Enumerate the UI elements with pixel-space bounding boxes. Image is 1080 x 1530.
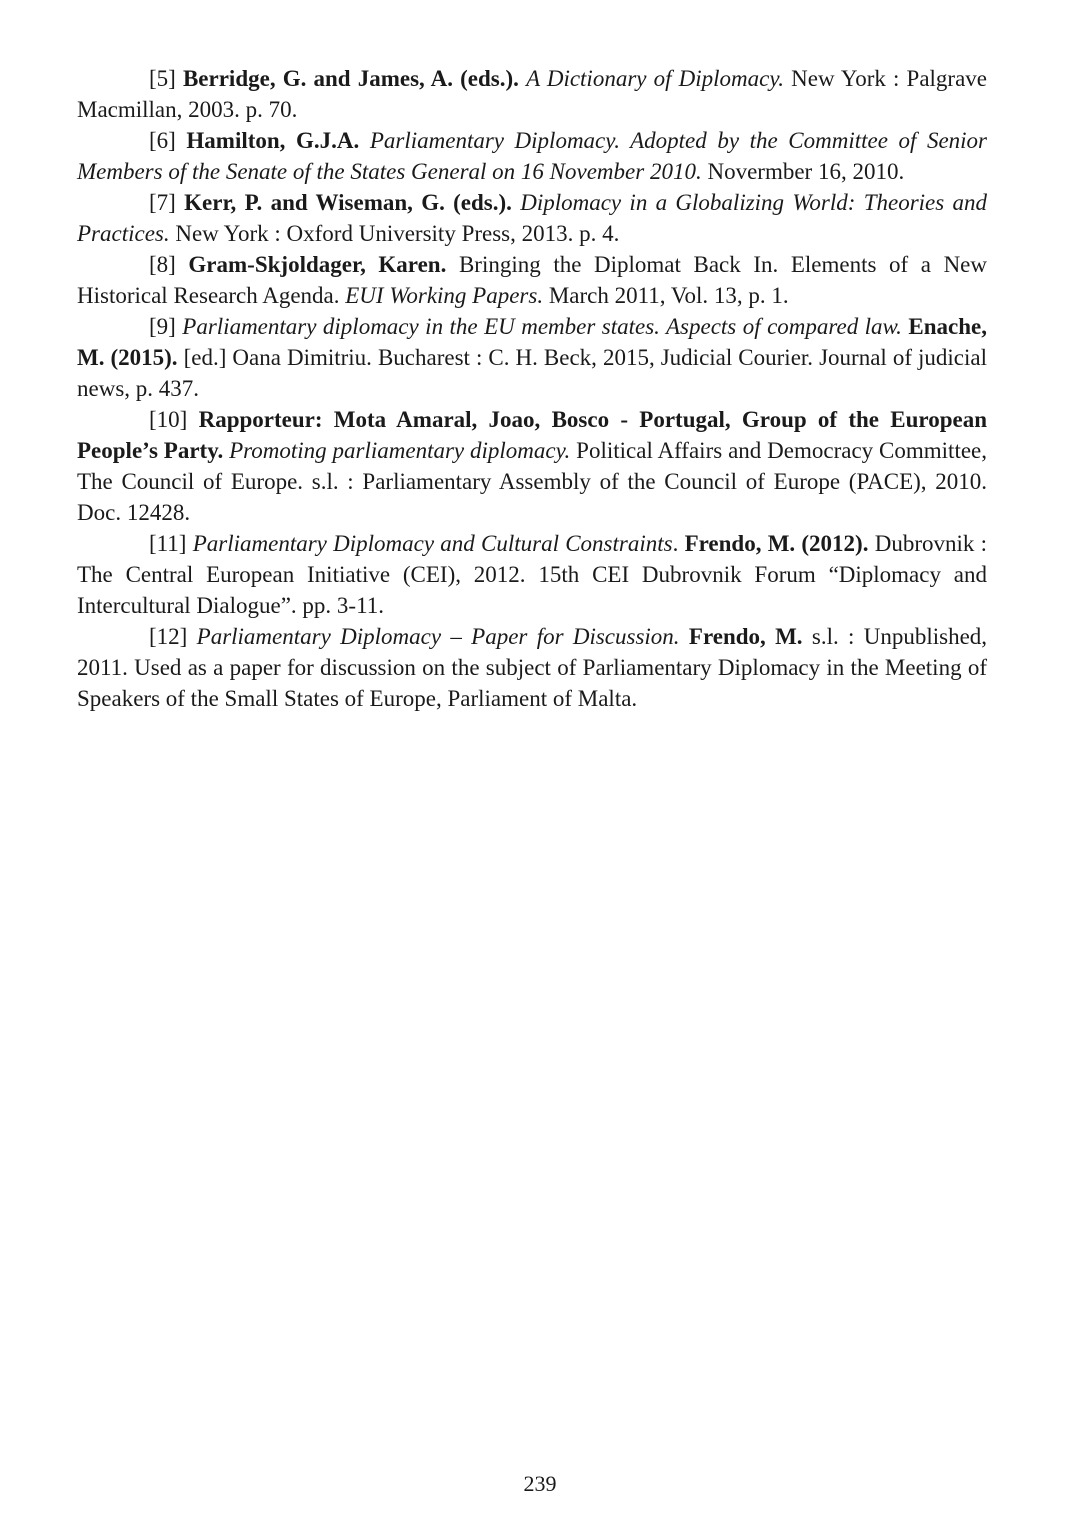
reference-number: [7] xyxy=(149,190,176,215)
reference-number: [10] xyxy=(149,407,188,432)
reference-text: s.l. : Unpublished, 2011. Used as a paper for discussion on the subject of Parliamentary Diplomacy in the Meeting of Speakers of the Small States of Europe, Parliament of Malta. xyxy=(77,624,988,711)
reference-5 xyxy=(77,63,987,125)
reference-number: [6] xyxy=(149,128,176,153)
reference-text: . xyxy=(672,531,685,556)
reference-number: [5] xyxy=(149,66,176,91)
reference-title: Parliamentary Diplomacy – Paper for Discussion. xyxy=(196,624,680,649)
reference-number: [8] xyxy=(149,252,176,277)
reference-number: [12] xyxy=(149,624,188,649)
reference-number: [11] xyxy=(149,531,187,556)
reference-title: Parliamentary Diplomacy and Cultural Constraints xyxy=(192,531,673,556)
reference-text: New York : Palgrave Macmillan, 2003. p. 70. xyxy=(77,66,987,122)
reference-9 xyxy=(77,311,987,404)
reference-10 xyxy=(77,404,987,528)
reference-title: EUI Working Papers. xyxy=(345,283,544,308)
reference-7 xyxy=(77,187,987,249)
reference-text: Novermber 16, 2010. xyxy=(701,159,905,184)
reference-title: A Dictionary of Diplomacy. xyxy=(526,66,785,91)
reference-text: Bringing the Diplomat Back In. Elements of a New Historical Research Agenda. xyxy=(77,252,987,308)
reference-text: Dubrovnik : The Central European Initiative (CEI), 2012. 15th CEI Dubrovnik Forum “Diplomacy and Intercultural Dialogue”. pp. 3-11. xyxy=(77,531,988,618)
reference-8 xyxy=(77,249,987,311)
reference-title: Promoting parliamentary diplomacy. xyxy=(229,438,571,463)
reference-text: New York : Oxford University Press, 2013. p. 4. xyxy=(169,221,620,246)
reference-text xyxy=(680,624,689,649)
reference-text: Political Affairs and Democracy Committee, The Council of Europe. s.l. : Parliamentary Assembly of the Council of Europe (PACE), 2010. Doc. 12428. xyxy=(77,438,987,525)
reference-number: [9] xyxy=(149,314,176,339)
reference-author: Kerr, P. and Wiseman, G. (eds.). xyxy=(184,190,512,215)
reference-title: Diplomacy in a Globalizing World: Theories and Practices. xyxy=(77,190,988,246)
reference-6 xyxy=(77,125,987,187)
reference-author: Frendo, M. (2012). xyxy=(684,531,869,556)
reference-author: Frendo, M. xyxy=(688,624,803,649)
reference-author: Berridge, G. and James, A. (eds.). xyxy=(182,66,519,91)
reference-text: March 2011, Vol. 13, p. 1. xyxy=(543,283,789,308)
reference-title: Parliamentary Diplomacy. Adopted by the Committee of Senior Members of the Senate of the States General on 16 November 2010. xyxy=(77,128,988,184)
reference-text xyxy=(359,128,370,153)
reference-author: Hamilton, G.J.A. xyxy=(186,128,360,153)
reference-11 xyxy=(77,528,987,621)
reference-12 xyxy=(77,621,987,714)
reference-text xyxy=(519,66,526,91)
reference-title: Parliamentary diplomacy in the EU member states. Aspects of compared law. xyxy=(182,314,902,339)
reference-author: Enache, M. (2015). xyxy=(77,314,987,370)
page-number: 239 xyxy=(523,1471,557,1496)
reference-text xyxy=(512,190,520,215)
references-list xyxy=(77,63,987,714)
reference-author: Gram-Skjoldager, Karen. xyxy=(188,252,447,277)
reference-text: [ed.] Oana Dimitriu. Bucharest : C. H. Beck, 2015, Judicial Courier. Journal of judicial news, p. 437. xyxy=(77,345,987,401)
reference-author: Rapporteur: Mota Amaral, Joao, Bosco - Portugal, Group of the European People’s Party. xyxy=(77,407,987,463)
